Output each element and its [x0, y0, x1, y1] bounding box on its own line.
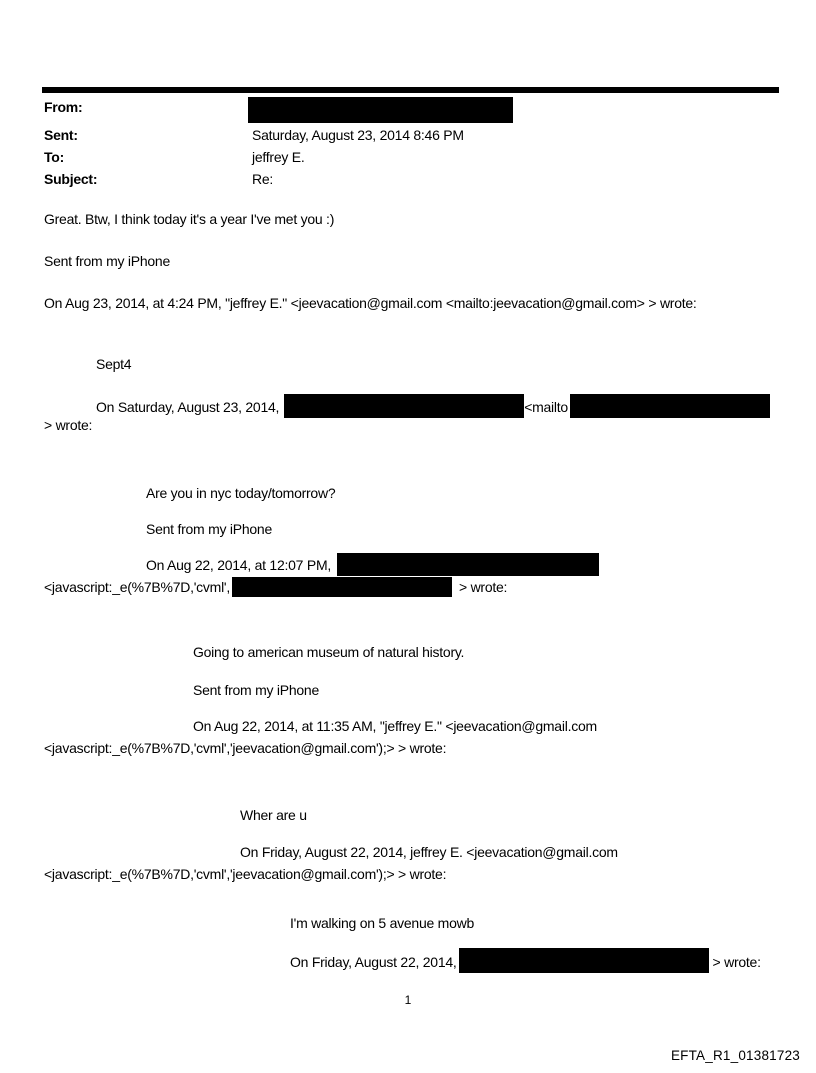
quote-intro-wrap: <javascript:_e(%7B%7D,'cvml','jeevacation@gmail.com');> > wrote:	[44, 740, 447, 756]
quote-intro	[146, 553, 599, 576]
quote-intro-text: On Aug 22, 2014, at 12:07 PM,	[146, 557, 331, 573]
quote-intro-wrap: > wrote:	[44, 417, 93, 433]
redaction-box	[284, 394, 524, 418]
signature-text: Sent from my iPhone	[44, 253, 170, 269]
header-divider-rule	[42, 87, 779, 93]
redaction-box	[337, 553, 599, 576]
quote-intro	[96, 394, 770, 418]
redaction-box	[570, 394, 770, 418]
quote-intro: On Aug 23, 2014, at 4:24 PM, "jeffrey E." <jeevacation@gmail.com <mailto:jeevacation@gmail.com> > wrote:	[44, 295, 697, 311]
message-text: Sept4	[96, 356, 132, 372]
redaction-box	[232, 577, 452, 597]
quote-intro-wrap	[44, 577, 507, 597]
redaction-box	[459, 948, 709, 973]
header-sent-value: Saturday, August 23, 2014 8:46 PM	[252, 127, 464, 143]
bates-number: EFTA_R1_01381723	[670, 1048, 800, 1063]
quote-intro-text: <mailto	[524, 399, 568, 415]
signature-text: Sent from my iPhone	[193, 682, 319, 698]
message-text: Are you in nyc today/tomorrow?	[146, 485, 336, 501]
signature-text: Sent from my iPhone	[146, 521, 272, 537]
quote-intro-wrap: <javascript:_e(%7B%7D,'cvml','jeevacation@gmail.com');> > wrote:	[44, 866, 447, 882]
header-sent-label: Sent:	[44, 127, 78, 143]
quote-intro-text: <javascript:_e(%7B%7D,'cvml',	[44, 579, 230, 595]
message-text: Great. Btw, I think today it's a year I've met you :)	[44, 211, 335, 227]
quote-intro-text: On Friday, August 22, 2014,	[290, 954, 457, 970]
redaction-box	[248, 97, 513, 123]
page-number: 1	[404, 993, 412, 1007]
quote-intro-text: On Saturday, August 23, 2014,	[96, 399, 280, 415]
quote-intro: On Aug 22, 2014, at 11:35 AM, "jeffrey E." <jeevacation@gmail.com	[193, 718, 597, 734]
header-subject-value: Re:	[252, 171, 274, 187]
message-text: Wher are u	[240, 807, 307, 823]
quote-intro: On Friday, August 22, 2014, jeffrey E. <jeevacation@gmail.com	[240, 844, 618, 860]
quote-intro	[290, 948, 761, 973]
quote-intro-text: > wrote:	[712, 954, 761, 970]
message-text: I'm walking on 5 avenue mowb	[290, 915, 474, 931]
header-subject-label: Subject:	[44, 171, 98, 187]
quote-intro-text: > wrote:	[459, 579, 508, 595]
header-to-value: jeffrey E.	[252, 149, 305, 165]
header-from-label: From:	[44, 99, 83, 115]
header-to-label: To:	[44, 149, 64, 165]
message-text: Going to american museum of natural history.	[193, 644, 465, 660]
